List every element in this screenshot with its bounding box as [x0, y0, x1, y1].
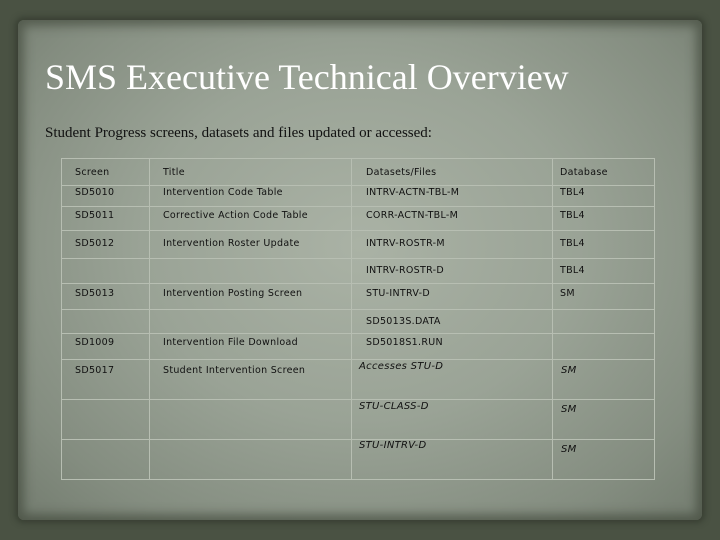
table-cell: TBL4: [560, 238, 585, 249]
table-row-divider: [62, 309, 654, 310]
table-cell: SD5011: [75, 210, 115, 221]
slide-subtitle: Student Progress screens, datasets and files updated or accessed:: [45, 125, 432, 141]
table-cell: Accesses STU-D: [359, 361, 444, 372]
data-table: [61, 158, 655, 480]
table-cell: SM: [560, 288, 575, 299]
table-row-divider: [62, 258, 654, 259]
table-cell: Corrective Action Code Table: [163, 210, 308, 221]
table-row-divider: [62, 333, 654, 334]
table-cell: Intervention Code Table: [163, 187, 283, 198]
table-column-divider: [552, 159, 553, 479]
table-cell: Intervention Roster Update: [163, 238, 300, 249]
table-cell: STU-INTRV-D: [359, 440, 427, 451]
table-header-screen: Screen: [75, 167, 110, 178]
table-cell: TBL4: [560, 210, 585, 221]
table-column-divider: [149, 159, 150, 479]
table-cell: SD5017: [75, 365, 115, 376]
table-cell: SD5018S1.RUN: [366, 337, 443, 348]
table-header-title: Title: [163, 167, 185, 178]
table-row-divider: [62, 439, 654, 440]
table-cell: SD5012: [75, 238, 115, 249]
table-header-datasets: Datasets/Files: [366, 167, 437, 178]
table-cell: CORR-ACTN-TBL-M: [366, 210, 459, 221]
slide-title: SMS Executive Technical Overview: [45, 57, 569, 97]
table-cell: SD1009: [75, 337, 115, 348]
table-cell: SD5013S.DATA: [366, 316, 441, 327]
table-row-divider: [62, 185, 654, 186]
table-cell: Intervention Posting Screen: [163, 288, 303, 299]
table-cell: STU-INTRV-D: [366, 288, 430, 299]
table-cell: SM: [561, 444, 577, 455]
table-header-database: Database: [560, 167, 608, 178]
table-row-divider: [62, 206, 654, 207]
table-cell: SD5010: [75, 187, 115, 198]
table-cell: STU-CLASS-D: [359, 401, 429, 412]
table-cell: INTRV-ROSTR-M: [366, 238, 445, 249]
table-cell: Intervention File Download: [163, 337, 298, 348]
table-cell: Student Intervention Screen: [163, 365, 306, 376]
table-cell: INTRV-ACTN-TBL-M: [366, 187, 460, 198]
table-cell: TBL4: [560, 265, 585, 276]
table-row-divider: [62, 359, 654, 360]
table-row-divider: [62, 230, 654, 231]
table-cell: INTRV-ROSTR-D: [366, 265, 444, 276]
table-cell: SD5013: [75, 288, 115, 299]
table-cell: TBL4: [560, 187, 585, 198]
table-row-divider: [62, 399, 654, 400]
table-column-divider: [351, 159, 352, 479]
table-cell: SM: [561, 404, 577, 415]
table-row-divider: [62, 283, 654, 284]
table-cell: SM: [561, 365, 577, 376]
